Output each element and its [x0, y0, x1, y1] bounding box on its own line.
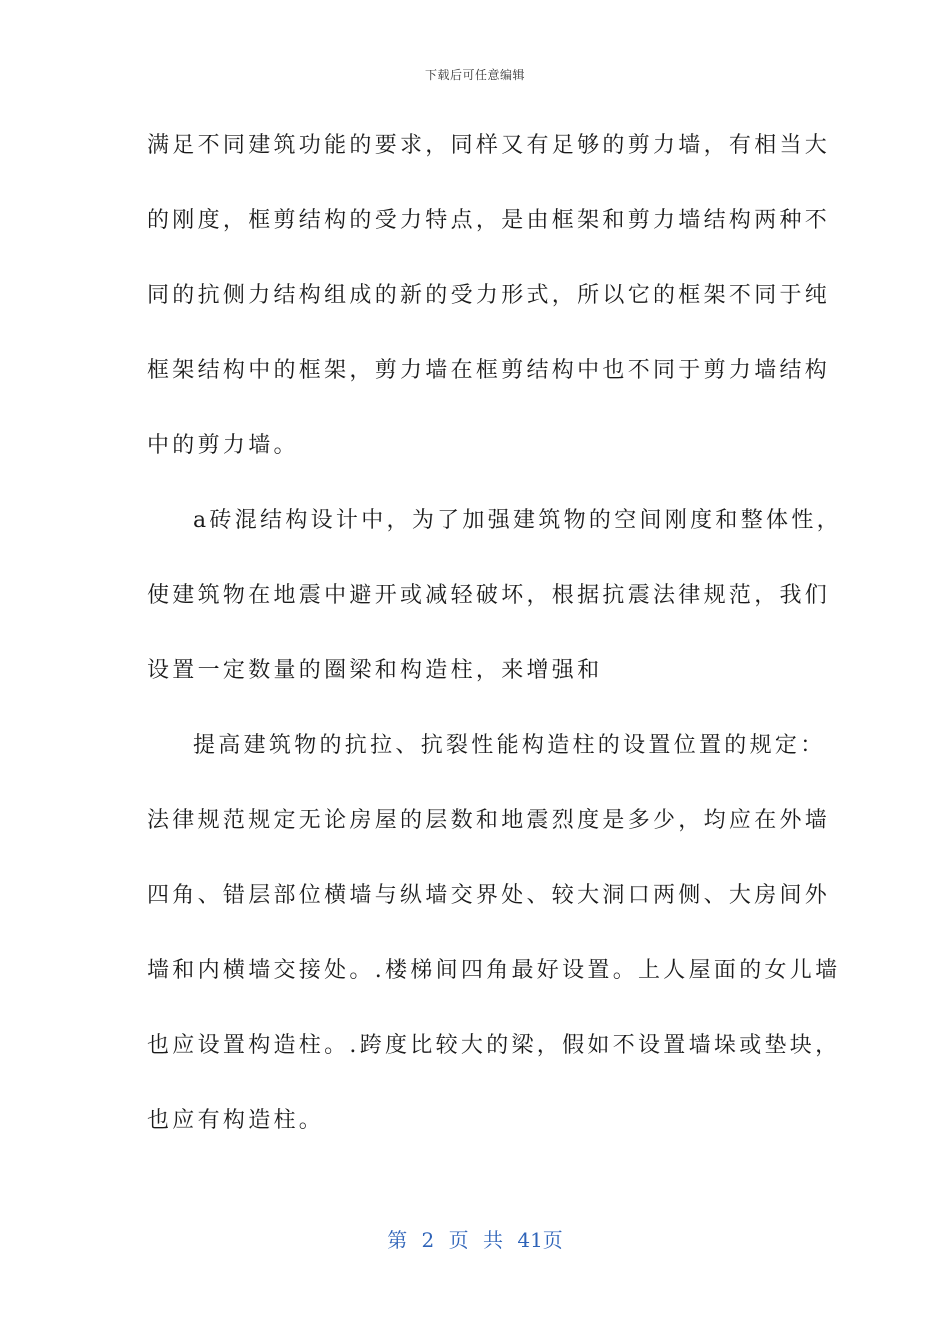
paragraph-line: 满足不同建筑功能的要求，同样又有足够的剪力墙，有相当大 [147, 133, 831, 158]
paragraph-line: 提高建筑物的抗拉、抗裂性能构造柱的设置位置的规定： [193, 733, 826, 758]
paragraph-line: 的刚度，框剪结构的受力特点，是由框架和剪力墙结构两种不 [147, 208, 831, 233]
paragraph-line: 使建筑物在地震中避开或减轻破坏，根据抗震法律规范，我们 [147, 583, 831, 608]
paragraph-line: 中的剪力墙。 [147, 433, 299, 458]
paragraph-line: 设置一定数量的圈梁和构造柱，来增强和 [147, 658, 603, 683]
paragraph-line: 墙和内横墙交接处。.楼梯间四角最好设置。上人屋面的女儿墙 [147, 958, 841, 983]
paragraph-line: 法律规范规定无论房屋的层数和地震烈度是多少，均应在外墙 [147, 808, 831, 833]
paragraph-line: 也应设置构造柱。.跨度比较大的梁，假如不设置墙垛或垫块， [147, 1033, 841, 1058]
body-text [147, 126, 842, 1176]
paragraph-line: a砖混结构设计中，为了加强建筑物的空间刚度和整体性， [193, 508, 842, 533]
page-indicator: 第 2 页 共 41页 [387, 1228, 563, 1252]
paragraph-line: 框架结构中的框架，剪力墙在框剪结构中也不同于剪力墙结构 [147, 358, 831, 383]
header-note: 下载后可任意编辑 [424, 68, 525, 82]
paragraph-line: 也应有构造柱。 [147, 1108, 325, 1133]
paragraph-line: 四角、错层部位横墙与纵墙交界处、较大洞口两侧、大房间外 [147, 883, 831, 908]
paragraph-line: 同的抗侧力结构组成的新的受力形式，所以它的框架不同于纯 [147, 283, 831, 308]
